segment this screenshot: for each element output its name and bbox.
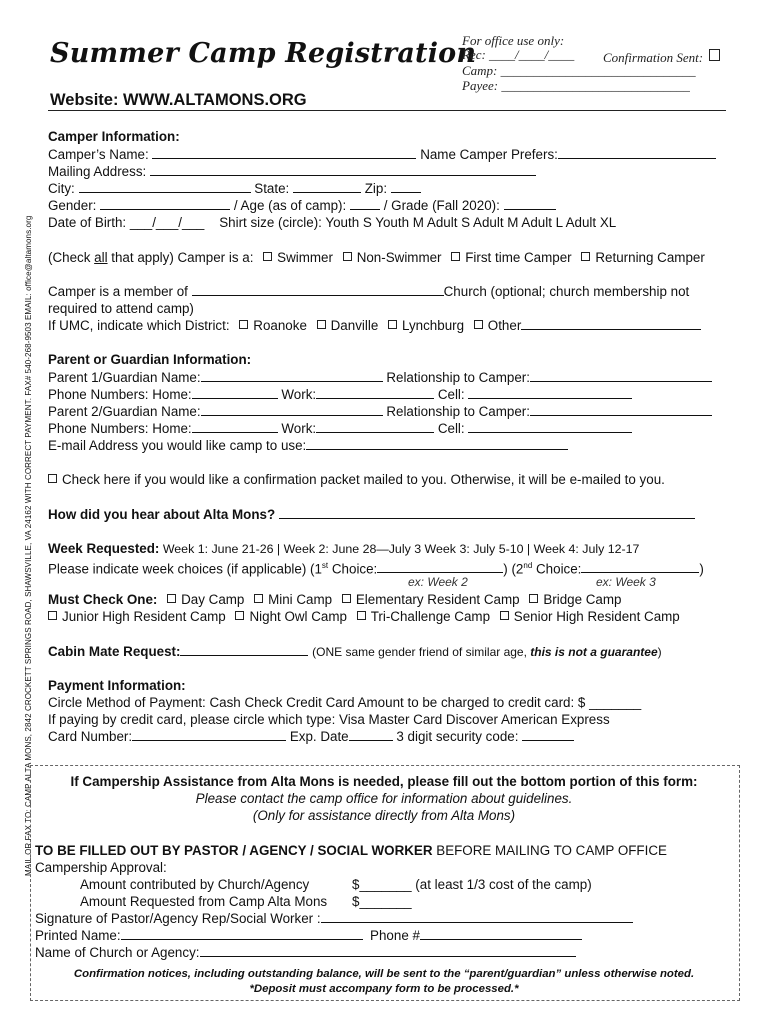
cabin-mate-field[interactable] [180,643,308,656]
camper-type-row: (Check all that apply) Camper is a: Swimmer Non-Swimmer First time Camper Returning Camper [48,250,705,265]
campership-approval-label: Campership Approval: [35,860,167,875]
office-camp: Camp: ______________________________ [462,63,696,78]
parent2-row: Parent 2/Guardian Name: Relationship to Camper: [48,403,712,420]
elementary-camp-checkbox[interactable] [342,594,351,603]
pastor-heading: TO BE FILLED OUT BY PASTOR / AGENCY / SOCIAL WORKER BEFORE MAILING TO CAMP OFFICE [35,843,667,858]
campership-contact-note: Please contact the camp office for information about guidelines. [195,791,573,806]
city-state-zip-row: City: State: Zip: [48,180,421,197]
parent2-phone-row: Phone Numbers: Home: Work: Cell: [48,420,632,437]
confirmation-sent-checkbox[interactable] [709,49,720,61]
swimmer-checkbox[interactable] [263,252,272,261]
office-rec: Rec: ____/____/____ [462,47,575,62]
page-title: Summer Camp Registration [50,38,477,69]
payment-heading: Payment Information: [48,678,186,693]
confirmation-packet-checkbox[interactable] [48,474,57,483]
city-field[interactable] [79,180,251,193]
office-payee: Payee: _____________________________ [462,78,690,93]
parent1-work-phone-field[interactable] [316,386,434,399]
card-type-row[interactable]: If paying by credit card, please circle which type: Visa Master Card Discover American Express [48,712,610,727]
parent1-relationship-field[interactable] [530,369,712,382]
parent2-name-field[interactable] [201,403,383,416]
sidebar-mailing-info: MAIL OR FAX TO: CAMP ALTA MONS, 2842 CROCKETT SPRINGS ROAD, SHAWSVILLE, VA 24162 WITH CORRECT PAYMENT. FAX# 540-268-9503 EMAIL: office@altamons.org [24,215,33,876]
zip-field[interactable] [391,180,421,193]
signature-field[interactable] [321,910,633,923]
camper-name-row: Camper’s Name: Name Camper Prefers: [48,146,716,163]
first-time-checkbox[interactable] [451,252,460,261]
printed-name-field[interactable] [121,927,363,940]
parent1-cell-field[interactable] [468,386,632,399]
parent2-relationship-field[interactable] [530,403,712,416]
church-field[interactable] [192,283,444,296]
hear-about-field[interactable] [279,506,695,519]
example-week-3: ex: Week 3 [596,575,656,589]
night-owl-checkbox[interactable] [235,611,244,620]
roanoke-checkbox[interactable] [239,320,248,329]
danville-checkbox[interactable] [317,320,326,329]
camper-info-heading: Camper Information: [48,129,180,144]
parent2-cell-field[interactable] [468,420,632,433]
parent1-row: Parent 1/Guardian Name: Relationship to Camper: [48,369,712,386]
camper-preferred-name-field[interactable] [558,146,716,159]
parent-info-heading: Parent or Guardian Information: [48,352,252,367]
office-use-label: For office use only: [462,33,565,48]
church-required-note: required to attend camp) [48,301,194,316]
lynchburg-checkbox[interactable] [388,320,397,329]
payment-method-row[interactable]: Circle Method of Payment: Cash Check Credit Card Amount to be charged to credit card: $ _______ [48,695,642,710]
mailing-address-field[interactable] [150,163,536,176]
first-choice-field[interactable] [377,560,503,573]
parent2-home-phone-field[interactable] [192,420,278,433]
second-choice-field[interactable] [581,560,699,573]
amount-church-label: Amount contributed by Church/Agency [80,877,310,892]
security-code-field[interactable] [522,728,574,741]
website-text: Website: WWW.ALTAMONS.ORG [50,91,307,109]
hear-about-row: How did you hear about Alta Mons? [48,506,695,523]
phone-field[interactable] [420,927,582,940]
senior-high-checkbox[interactable] [500,611,509,620]
gender-field[interactable] [100,197,230,210]
tri-challenge-checkbox[interactable] [357,611,366,620]
church-agency-row: Name of Church or Agency: [35,944,576,961]
header-rule [48,110,726,111]
card-number-row: Card Number: Exp. Date 3 digit security code: [48,728,574,745]
returning-checkbox[interactable] [581,252,590,261]
campership-only-note: (Only for assistance directly from Alta Mons) [252,808,516,823]
state-field[interactable] [293,180,361,193]
non-swimmer-checkbox[interactable] [343,252,352,261]
other-district-field[interactable] [521,317,701,330]
shirt-size-options[interactable]: Shirt size (circle): Youth S Youth M Adult S Adult M Adult L Adult XL [219,215,617,230]
mailing-address-row: Mailing Address: [48,163,536,180]
amount-requested-label: Amount Requested from Camp Alta Mons [80,894,328,909]
confirmation-packet-row: Check here if you would like a confirmation packet mailed to you. Otherwise, it will be e-mailed to you. [42,471,665,488]
parent2-work-phone-field[interactable] [316,420,434,433]
cabin-mate-row: Cabin Mate Request: (ONE same gender friend of similar age, this is not a guarantee) [48,644,662,659]
church-member-row: Camper is a member of Church (optional; church membership not [48,284,690,299]
week-choices-row: Please indicate week choices (if applicable) (1st Choice: ) (2nd Choice: ) [48,561,704,577]
church-agency-field[interactable] [200,944,576,957]
age-field[interactable] [350,197,380,210]
parent1-name-field[interactable] [201,369,383,382]
bridge-camp-checkbox[interactable] [529,594,538,603]
signature-row: Signature of Pastor/Agency Rep/Social Worker : [35,910,633,927]
other-district-checkbox[interactable] [474,320,483,329]
junior-high-checkbox[interactable] [48,611,57,620]
mini-camp-checkbox[interactable] [254,594,263,603]
email-row: E-mail Address you would like camp to use: [48,437,568,454]
footer-deposit-note: *Deposit must accompany form to be processed.* [249,983,519,995]
campership-heading: If Campership Assistance from Alta Mons is needed, please fill out the bottom portion of this form: [70,774,698,789]
printed-name-row: Printed Name: Phone # [35,927,582,944]
card-number-field[interactable] [132,728,286,741]
exp-date-field[interactable] [349,728,393,741]
confirmation-sent-label: Confirmation Sent: [603,49,725,65]
amount-church-field[interactable]: $_______ (at least 1/3 cost of the camp) [352,877,592,892]
amount-requested-field[interactable]: $_______ [352,894,412,909]
must-check-row1: Must Check One: Day Camp Mini Camp Elementary Resident Camp Bridge Camp [48,592,622,607]
must-check-row2: Junior High Resident Camp Night Owl Camp Tri-Challenge Camp Senior High Resident Camp [48,608,680,625]
footer-confirmation-note: Confirmation notices, including outstanding balance, will be sent to the “parent/guardian” unless otherwise noted. [73,968,695,980]
dob-field[interactable]: Date of Birth: ___/___/___ [48,215,205,230]
grade-field[interactable] [504,197,556,210]
parent1-home-phone-field[interactable] [192,386,278,399]
umc-district-row: If UMC, indicate which District: Roanoke Danville Lynchburg Other [48,317,701,334]
gender-age-grade-row: Gender: / Age (as of camp): / Grade (Fall 2020): [48,197,556,214]
week-requested-row: Week Requested: Week 1: June 21-26 | Week 2: June 28—July 3 Week 3: July 5-10 | Week 4: July 12-17 [48,541,640,556]
parent1-phone-row: Phone Numbers: Home: Work: Cell: [48,386,632,403]
day-camp-checkbox[interactable] [167,594,176,603]
camper-name-field[interactable] [152,146,416,159]
dob-shirt-row [48,214,616,231]
example-week-2: ex: Week 2 [408,575,468,589]
email-field[interactable] [306,437,568,450]
